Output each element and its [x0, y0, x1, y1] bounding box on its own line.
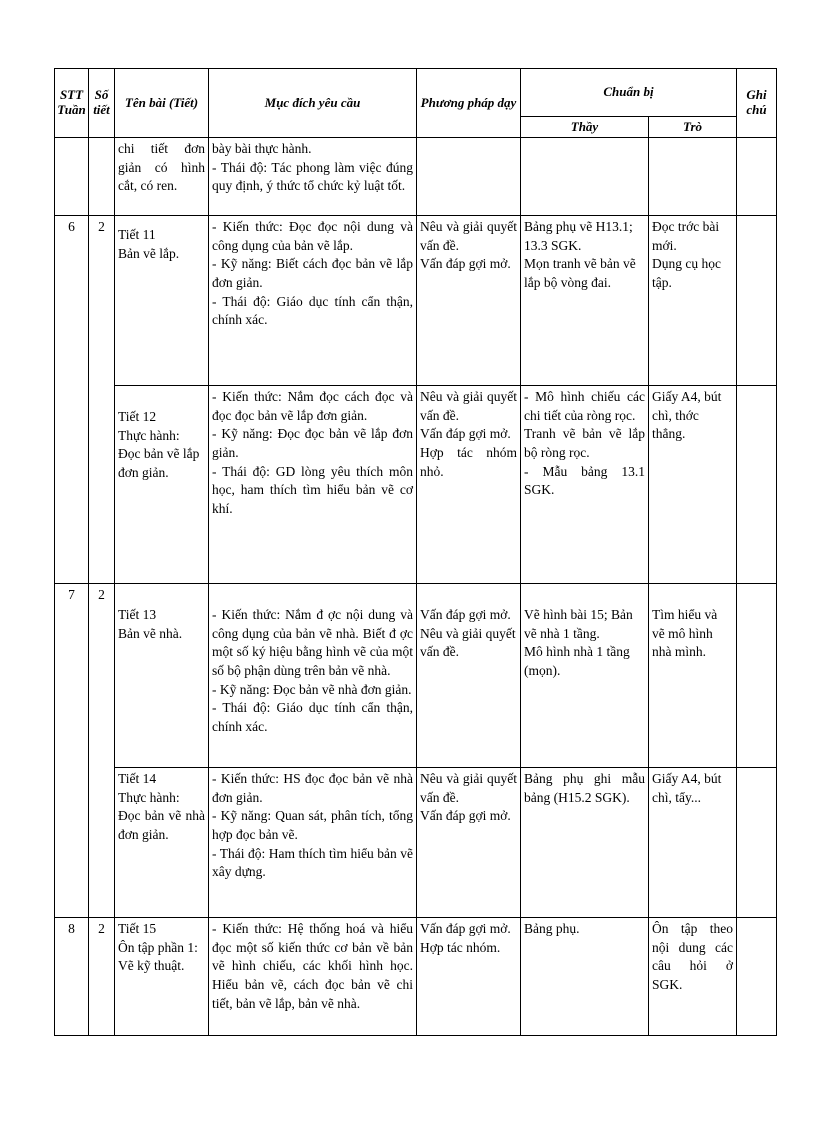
phuong-phap-cell	[417, 216, 521, 386]
so-tiet-cell	[89, 138, 115, 216]
lesson-plan-table	[54, 68, 777, 1036]
table-row	[55, 216, 777, 386]
muc-dich-line: bày bài thực hành.	[212, 141, 312, 156]
header-so-label: Số	[94, 87, 109, 103]
thay-line: - Mẫu bảng 13.1 SGK.	[524, 463, 645, 498]
header-stt-label: STT	[59, 87, 84, 103]
muc-dich-cell	[209, 768, 417, 918]
muc-dich-cell	[209, 386, 417, 584]
thay-line: Bảng phụ vẽ H13.1; 13.3 SGK.	[524, 219, 633, 253]
header-ghi-chu: Ghi chú	[737, 69, 777, 138]
tro-cell	[649, 918, 737, 1036]
thay-cell	[521, 138, 649, 216]
table-row	[55, 768, 777, 918]
thay-line: Vẽ hình bài 15; Bản vẽ nhà 1 tầng.	[524, 607, 633, 641]
header-muc-dich: Mục đích yêu cầu	[209, 69, 417, 138]
muc-dich-line: - Thái độ: GD lòng yêu thích môn học, ham thích tìm hiểu bản vẽ cơ khí.	[212, 463, 413, 516]
ten-bai-line: Tiết 12	[118, 409, 157, 424]
muc-dich-cell	[209, 138, 417, 216]
muc-dich-line: - Thái độ: Tác phong làm việc đúng quy định, ý thức tổ chức kỷ luật tốt.	[212, 159, 413, 194]
phuong-phap-line: Vấn đáp gợi mở.	[420, 808, 511, 824]
tuan-cell: 6	[55, 216, 89, 584]
muc-dich-line: - Kiến thức: Nắm đọc cách đọc và đọc đọc bản vẽ lắp đơn giản.	[212, 389, 413, 423]
header-tro: Trò	[649, 117, 737, 138]
tro-cell	[649, 584, 737, 768]
so-tiet-cell: 2	[89, 918, 115, 1036]
muc-dich-cell	[209, 216, 417, 386]
phuong-phap-line: Nêu và giải quyết vấn đề.	[420, 389, 517, 423]
ghi-chu-cell	[737, 386, 777, 584]
muc-dich-line: - Kỹ năng: Đọc bản vẽ nhà đơn giản.	[212, 681, 412, 697]
tuan-cell: 7	[55, 584, 89, 918]
phuong-phap-line: Hợp tác nhóm nhỏ.	[420, 444, 517, 479]
muc-dich-line: - Kỹ năng: Đọc đọc bản vẽ lắp đơn giản.	[212, 426, 413, 460]
tro-line: Giấy A4, bút chì, thớc thẳng.	[652, 389, 722, 442]
ten-bai-line: Tiết 15	[118, 921, 157, 936]
muc-dich-line: - Thái độ: Ham thích tìm hiểu bản vẽ xây dựng.	[212, 845, 413, 880]
thay-line: Mọn tranh vẽ bản vẽ lắp bộ vòng đai.	[524, 256, 636, 290]
tro-cell	[649, 768, 737, 918]
ten-bai-cell	[115, 768, 209, 918]
muc-dich-line: - Thái độ: Giáo dục tính cẩn thận, chính xác.	[212, 293, 413, 328]
ten-bai-line: Thực hành:	[118, 789, 180, 805]
tro-cell	[649, 386, 737, 584]
header-chuan-bi: Chuẩn bị	[521, 69, 737, 117]
header-row	[55, 69, 777, 117]
header-phuong-phap: Phương pháp dạy	[417, 69, 521, 138]
tro-line: Ôn tập theo nội dung các câu hỏi ở SGK.	[652, 921, 734, 992]
phuong-phap-cell	[417, 584, 521, 768]
header-thay: Thầy	[521, 117, 649, 138]
muc-dich-line: - Kiến thức: Hệ thống hoá và hiểu đọc một số kiến thức cơ bản về bản vẽ hình chiếu, các khối hình học. Hiểu bản vẽ, cách đọc bản vẽ chi tiết, bản vẽ lắp, bản vẽ nhà.	[212, 921, 413, 1011]
thay-line: Bảng phụ.	[524, 921, 580, 936]
thay-cell	[521, 216, 649, 386]
thay-line: Bảng phụ ghi mẫu bảng (H15.2 SGK).	[524, 771, 645, 805]
header-ten-bai: Tên bài (Tiết)	[115, 69, 209, 138]
ghi-chu-cell	[737, 216, 777, 386]
tuan-cell	[55, 138, 89, 216]
thay-cell	[521, 918, 649, 1036]
thay-cell	[521, 386, 649, 584]
phuong-phap-line: Vấn đáp gợi mở.	[420, 921, 511, 936]
thay-cell	[521, 584, 649, 768]
phuong-phap-line: Nêu và giải quyết vấn đề.	[420, 219, 517, 253]
tro-line: Tìm hiểu và vẽ mô hình nhà mình.	[652, 607, 718, 660]
ten-bai-cell	[115, 386, 209, 584]
muc-dich-line: - Thái độ: Giáo dục tính cẩn thận, chính xác.	[212, 700, 413, 734]
table-row	[55, 918, 777, 1036]
ten-bai-line: Bản vẽ lắp.	[118, 245, 180, 261]
ten-bai-line: Bản vẽ nhà.	[118, 625, 183, 641]
phuong-phap-line: Vấn đáp gợi mở.	[420, 256, 511, 272]
muc-dich-cell	[209, 918, 417, 1036]
ghi-chu-cell	[737, 918, 777, 1036]
table-row	[55, 584, 777, 768]
phuong-phap-line: Nêu và giải quyết vấn đề.	[420, 625, 516, 660]
so-tiet-cell: 2	[89, 584, 115, 918]
phuong-phap-line: Hợp tác nhóm.	[420, 939, 501, 955]
phuong-phap-line: Vấn đáp gợi mở.	[420, 607, 511, 622]
tro-line: Đọc trớc bài mới.	[652, 219, 720, 253]
ten-bai-line: Tiết 13	[118, 607, 157, 622]
ten-bai-line: Đọc bản vẽ nhà đơn giản.	[118, 808, 205, 842]
tro-line: Giấy A4, bút chì, tẩy...	[652, 771, 722, 805]
header-tiet-label: tiết	[93, 102, 110, 117]
tuan-cell: 8	[55, 918, 89, 1036]
phuong-phap-cell	[417, 918, 521, 1036]
ten-bai-line: Đọc bản vẽ lắp đơn giản.	[118, 446, 200, 480]
ghi-chu-cell	[737, 138, 777, 216]
thay-line: Mô hình nhà 1 tầng (mọn).	[524, 644, 630, 678]
phuong-phap-cell	[417, 386, 521, 584]
muc-dich-cell	[209, 584, 417, 768]
so-tiet-cell: 2	[89, 216, 115, 584]
muc-dich-line: - Kiến thức: HS đọc đọc bản vẽ nhà đơn giản.	[212, 771, 413, 805]
ten-bai-line: Thực hành:	[118, 427, 180, 443]
ten-bai-cell: chi tiết đơn giản có hình cắt, có ren.	[115, 138, 209, 216]
thay-cell	[521, 768, 649, 918]
ten-bai-line: Tiết 11	[118, 227, 156, 242]
phuong-phap-cell	[417, 768, 521, 918]
phuong-phap-line: Vấn đáp gợi mở.	[420, 426, 511, 442]
ghi-chu-cell	[737, 768, 777, 918]
tro-cell	[649, 138, 737, 216]
phuong-phap-line: Nêu và giải quyết vấn đề.	[420, 771, 517, 805]
tro-cell	[649, 216, 737, 386]
table-row	[55, 138, 777, 216]
thay-line: - Mô hình chiếu các chi tiết của ròng rọc.	[524, 389, 645, 423]
ten-bai-cell	[115, 216, 209, 386]
muc-dich-line: - Kiến thức: Nắm đ ợc nội dung và công dụng của bản vẽ nhà. Biết đ ợc một số ký hiệu bằng hình vẽ của một số bộ phận dùng trên bản vẽ nhà.	[212, 607, 413, 678]
muc-dich-line: - Kiến thức: Đọc đọc nội dung và công dụng của bản vẽ lắp.	[212, 219, 413, 253]
ten-bai-line: Tiết 14	[118, 771, 157, 786]
header-so-tiet	[89, 69, 115, 138]
ten-bai-line: Ôn tập phần 1: Vẽ kỹ thuật.	[118, 939, 198, 974]
table-row	[55, 386, 777, 584]
header-tuan-label: Tuần	[57, 102, 86, 117]
header-stt-tuan	[55, 69, 89, 138]
ghi-chu-cell	[737, 584, 777, 768]
tro-line: Dụng cụ học tập.	[652, 256, 721, 290]
ten-bai-cell	[115, 584, 209, 768]
thay-line: Tranh vẽ bản vẽ lắp bộ ròng rọc.	[524, 426, 645, 460]
ten-bai-cell	[115, 918, 209, 1036]
muc-dich-line: - Kỹ năng: Biết cách đọc bản vẽ lắp đơn giản.	[212, 256, 413, 290]
muc-dich-line: - Kỹ năng: Quan sát, phân tích, tổng hợp đọc bản vẽ.	[212, 808, 413, 842]
phuong-phap-cell	[417, 138, 521, 216]
